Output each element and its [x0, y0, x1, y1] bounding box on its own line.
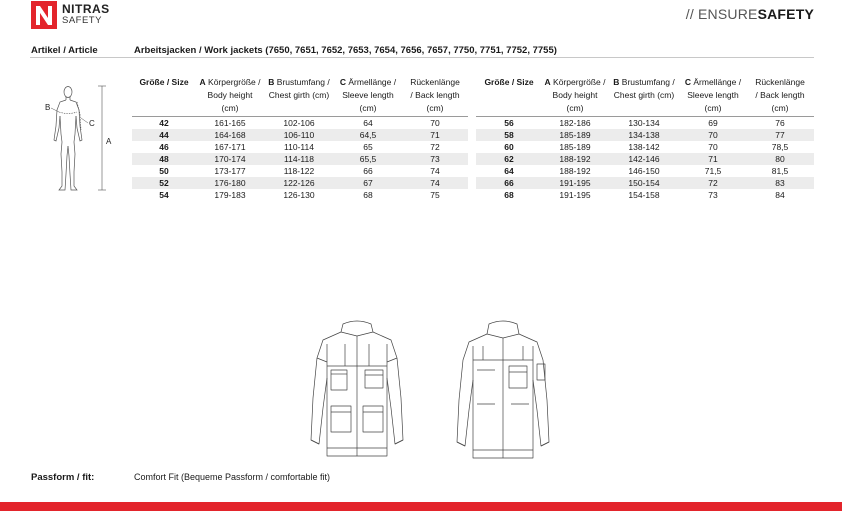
brand-name: NITRAS: [62, 2, 110, 16]
jacket-front-drawing: [307, 318, 407, 468]
table-row: 58 185-189 134-138 70 77: [476, 129, 814, 141]
nitras-logo: [31, 1, 110, 31]
col-body-height: A Körpergröße / Body height (cm): [542, 76, 608, 117]
col-chest-girth: B Brustumfang / Chest girth (cm): [608, 76, 680, 117]
jacket-front-alt-drawing: [453, 318, 553, 468]
table-row: 60 185-189 138-142 70 78,5: [504, 142, 789, 152]
brand-sub: SAFETY: [62, 15, 102, 26]
col-back-length: Rückenlänge / Back length (cm): [402, 76, 468, 117]
tagline: [686, 6, 814, 22]
nitras-logo-icon: [31, 1, 57, 29]
header-divider: [30, 57, 814, 58]
col-size: Größe / Size: [132, 76, 196, 117]
tagline-prefix: // ENSURE: [685, 6, 758, 22]
table-row: 50 173-177 118-122 66 74: [159, 166, 440, 176]
size-table-left: [132, 76, 468, 201]
table-row: 46 167-171 110-114 65 72: [159, 142, 440, 152]
table-row: 66 191-195 150-154 72 83: [476, 177, 814, 189]
table-row: 68 191-195 154-158 73 84: [504, 190, 785, 200]
col-back-length: Rückenlänge / Back length (cm): [746, 76, 814, 117]
col-body-height: A Körpergröße / Body height (cm): [196, 76, 264, 117]
col-sleeve-length: C Ärmellänge / Sleeve length (cm): [680, 76, 746, 117]
measurement-figure: [40, 84, 120, 196]
table-row: 52 176-180 122-126 67 74: [132, 177, 468, 189]
table-row: 64 188-192 146-150 71,5 81,5: [504, 166, 789, 176]
article-label: Artikel / Article: [31, 45, 98, 56]
label-c: C: [89, 119, 95, 128]
bottom-accent-bar: [0, 502, 842, 511]
fit-label: Passform / fit:: [31, 472, 95, 483]
article-value: Arbeitsjacken / Work jackets (7650, 7651, 7652, 7653, 7654, 7656, 7657, 7750, 7751, 7752, 7755): [134, 45, 557, 56]
table-row: 42 161-165 102-106 64 70: [159, 118, 440, 128]
label-a: A: [106, 137, 112, 146]
size-table-right: [476, 76, 814, 201]
tagline-bold: SAFETY: [757, 6, 814, 22]
label-b: B: [45, 103, 51, 112]
table-row: 44 164-168 106-110 64,5 71: [132, 129, 468, 141]
table-row: 62 188-192 142-146 71 80: [476, 153, 814, 165]
col-size: Größe / Size: [476, 76, 542, 117]
fit-value: Comfort Fit (Bequeme Passform / comfortable fit): [134, 472, 331, 482]
table-row: 54 179-183 126-130 68 75: [159, 190, 440, 200]
table-row: 48 170-174 114-118 65,5 73: [132, 153, 468, 165]
table-row: 56 182-186 130-134 69 76: [504, 118, 785, 128]
col-sleeve-length: C Ärmellänge / Sleeve length (cm): [334, 76, 402, 117]
col-chest-girth: B Brustumfang / Chest girth (cm): [264, 76, 334, 117]
